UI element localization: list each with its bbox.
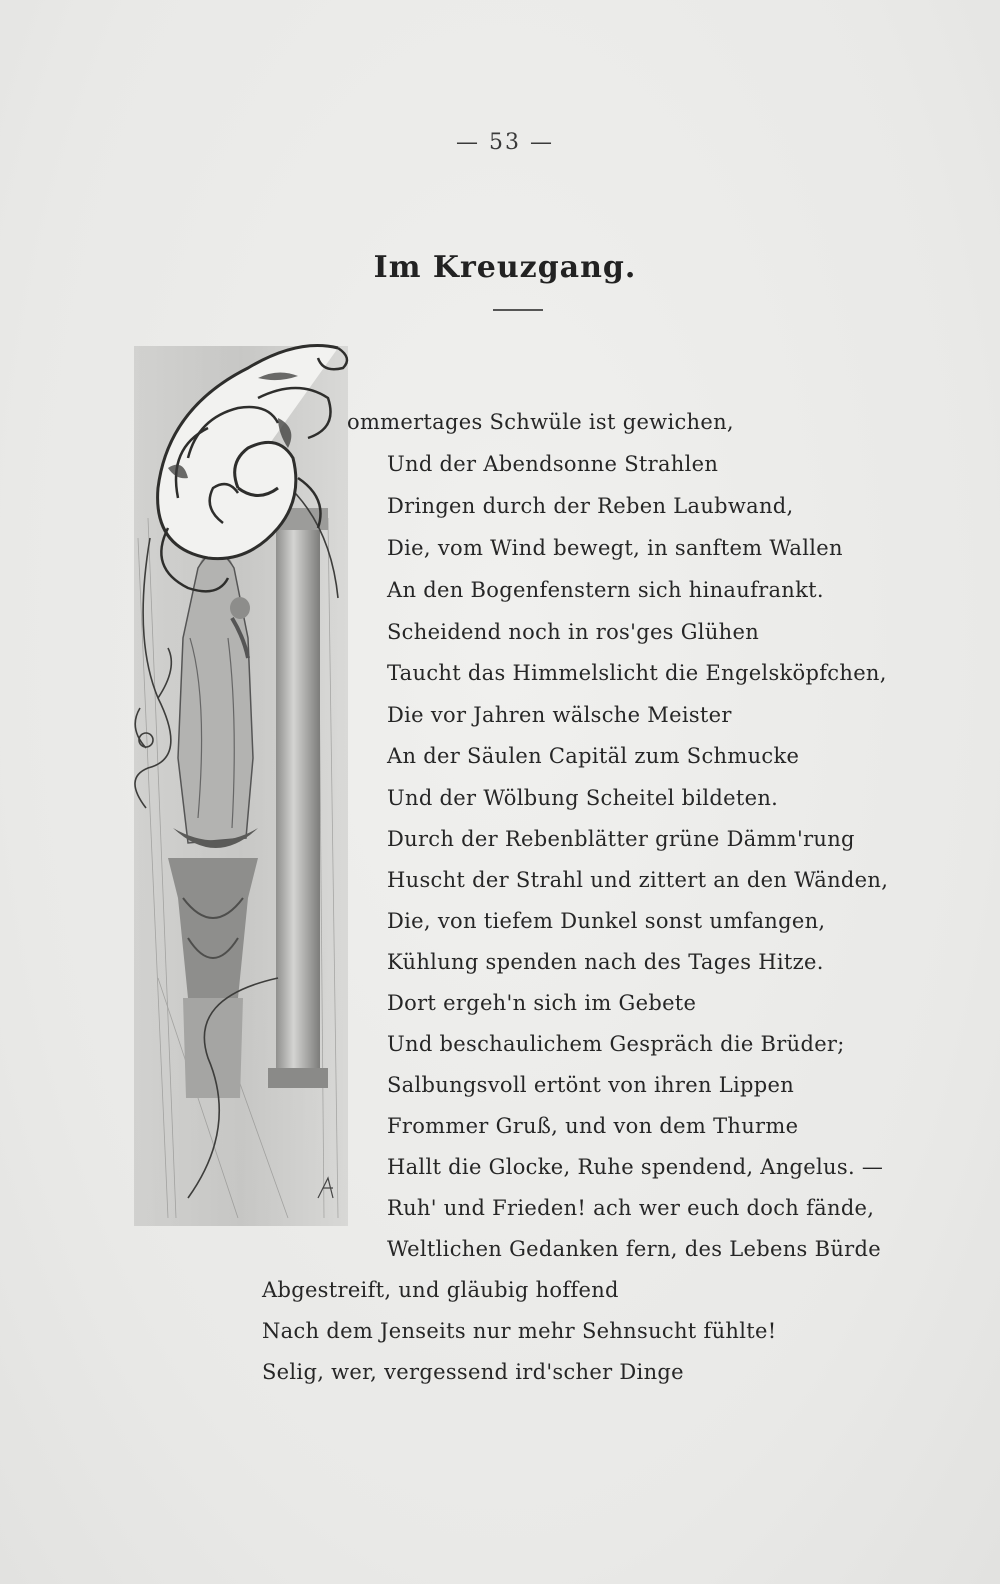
- poem-line: ommertages Schwüle ist gewichen,: [347, 410, 734, 434]
- page-number: — 53 —: [456, 130, 554, 155]
- poem-line: Weltlichen Gedanken fern, des Lebens Bürde: [387, 1237, 881, 1261]
- poem-line: An der Säulen Capitäl zum Schmucke: [387, 744, 800, 768]
- poem-line: Die, von tiefem Dunkel sonst umfangen,: [387, 909, 826, 933]
- poem-line: Die vor Jahren wälsche Meister: [387, 703, 732, 727]
- poem-line: Salbungsvoll ertönt von ihren Lippen: [387, 1073, 795, 1097]
- poem-line: Dringen durch der Reben Laubwand,: [387, 494, 794, 518]
- poem-line: Und beschaulichem Gespräch die Brüder;: [387, 1032, 845, 1056]
- poem-line: Dort ergeh'n sich im Gebete: [387, 991, 697, 1015]
- poem-line: Selig, wer, vergessend ird'scher Dinge: [262, 1360, 684, 1384]
- poem-line: An den Bogenfenstern sich hinaufrankt.: [387, 578, 824, 602]
- poem-line: Scheidend noch in ros'ges Glühen: [387, 620, 760, 644]
- poem-line: Frommer Gruß, und von dem Thurme: [387, 1114, 799, 1138]
- poem-line: Nach dem Jenseits nur mehr Sehnsucht fühlte!: [262, 1319, 777, 1343]
- poem-line: Die, vom Wind bewegt, in sanftem Wallen: [387, 536, 843, 560]
- poem-line: Kühlung spenden nach des Tages Hitze.: [387, 950, 824, 974]
- poem-title: Im Kreuzgang.: [373, 250, 637, 285]
- poem-line: Huscht der Strahl und zittert an den Wänden,: [387, 868, 889, 892]
- poem-line: Hallt die Glocke, Ruhe spendend, Angelus. —: [387, 1155, 884, 1179]
- poem-line: Und der Abendsonne Strahlen: [387, 452, 719, 476]
- poem-line: Ruh' und Frieden! ach wer euch doch fände,: [387, 1196, 875, 1220]
- poem-line: Durch der Rebenblätter grüne Dämm'rung: [387, 827, 855, 851]
- poem-line: Abgestreift, und gläubig hoffend: [262, 1278, 619, 1302]
- poem-line: Taucht das Himmelslicht die Engelsköpfchen,: [387, 661, 887, 685]
- poem-line: Und der Wölbung Scheitel bildeten.: [387, 786, 779, 810]
